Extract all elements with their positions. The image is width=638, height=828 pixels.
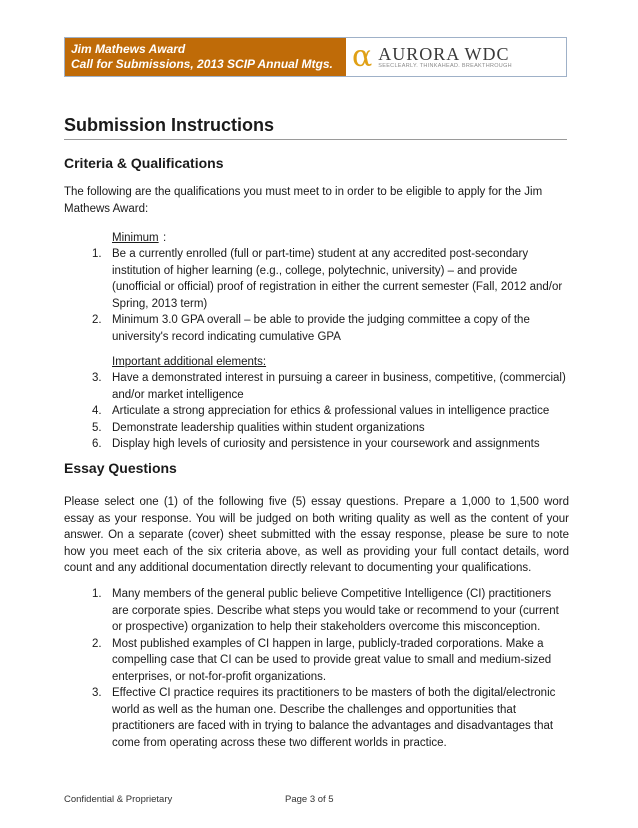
- additional-elements-label: Important additional elements:: [112, 356, 267, 368]
- minimum-label: Minimum: [112, 232, 159, 244]
- essay-heading: Essay Questions: [64, 460, 177, 476]
- criteria-intro: The following are the qualifications you must meet to in order to be eligible to apply for the Jim Mathews Award:: [64, 186, 543, 215]
- page-title: Submission Instructions: [64, 115, 567, 140]
- header-call-title: Call for Submissions, 2013 SCIP Annual Mtgs.: [71, 57, 333, 71]
- list-item: 2. Most published examples of CI happen in large, publicly-traded corporations. Make a compelling case that CI can be used to provide great value to small and medium-sized enterprises, or not-for-profit organizations.: [92, 637, 552, 683]
- document-header: [64, 37, 567, 77]
- aurora-logo: [346, 38, 566, 76]
- essay-intro: Please select one (1) of the following five (5) essay questions. Prepare a 1,000 to 1,500 word essay as your response. You will be judged on both writing quality as well as the content of your answer. On a separate (cover) sheet submitted with the essay response, please be sure to note how you meet each of the six criteria above, as well as providing your full contact details, word count and any additional documentation directly relevant to documenting your qualifications.: [64, 496, 569, 574]
- footer-page-number: Page 3 of 5: [285, 794, 334, 805]
- additional-criteria-list: [64, 370, 569, 453]
- list-item: 1. Be a currently enrolled (full or part-time) student at any accredited post-secondary institution of higher learning (e.g., college, polytechnic, university) – and provide (unofficial or official) proof of registration in either the current semester (Fall, 2012 and/or Spring, 2013 term): [92, 248, 563, 310]
- header-award-name: Jim Mathews Award: [71, 42, 186, 56]
- footer-confidential: Confidential & Proprietary: [64, 794, 173, 805]
- logo-text: AURORA WDC: [378, 44, 510, 64]
- criteria-heading: Criteria & Qualifications: [64, 155, 224, 171]
- essay-questions-list: [64, 586, 569, 751]
- list-item: 3. Have a demonstrated interest in pursuing a career in business, competitive, (commercial) and/or market intelligence: [92, 372, 566, 401]
- list-item: 1. Many members of the general public believe Competitive Intelligence (CI) practitioners are corporate spies. Describe what steps you would take or recommend to your (current or prospective) organization to help their stakeholders overcome this misconception.: [92, 588, 559, 633]
- minimum-criteria-list: [64, 246, 569, 345]
- logo-wordmark: [378, 45, 512, 69]
- list-item: 5. Demonstrate leadership qualities within student organizations: [92, 421, 425, 434]
- logo-tagline: SEECLEARLY. THINKAHEAD. BREAKTHROUGH: [378, 63, 512, 69]
- header-banner: [65, 38, 346, 76]
- list-item: 2. Minimum 3.0 GPA overall – be able to provide the judging committee a copy of the university's record indicating cumulative GPA: [92, 314, 530, 343]
- list-item: 3. Effective CI practice requires its practitioners to be masters of both the digital/electronic world as well as the human one. Describe the challenges and opportunities that practitioners are faced with in trying to balance the advantages and disadvantages that come from operating across these two different worlds in practice.: [92, 687, 556, 749]
- minimum-colon: :: [163, 232, 167, 244]
- list-item: 6. Display high levels of curiosity and persistence in your coursework and assignments: [92, 438, 540, 450]
- alpha-logo-icon: α: [352, 39, 373, 74]
- list-item: 4. Articulate a strong appreciation for ethics & professional values in intelligence practice: [92, 405, 550, 417]
